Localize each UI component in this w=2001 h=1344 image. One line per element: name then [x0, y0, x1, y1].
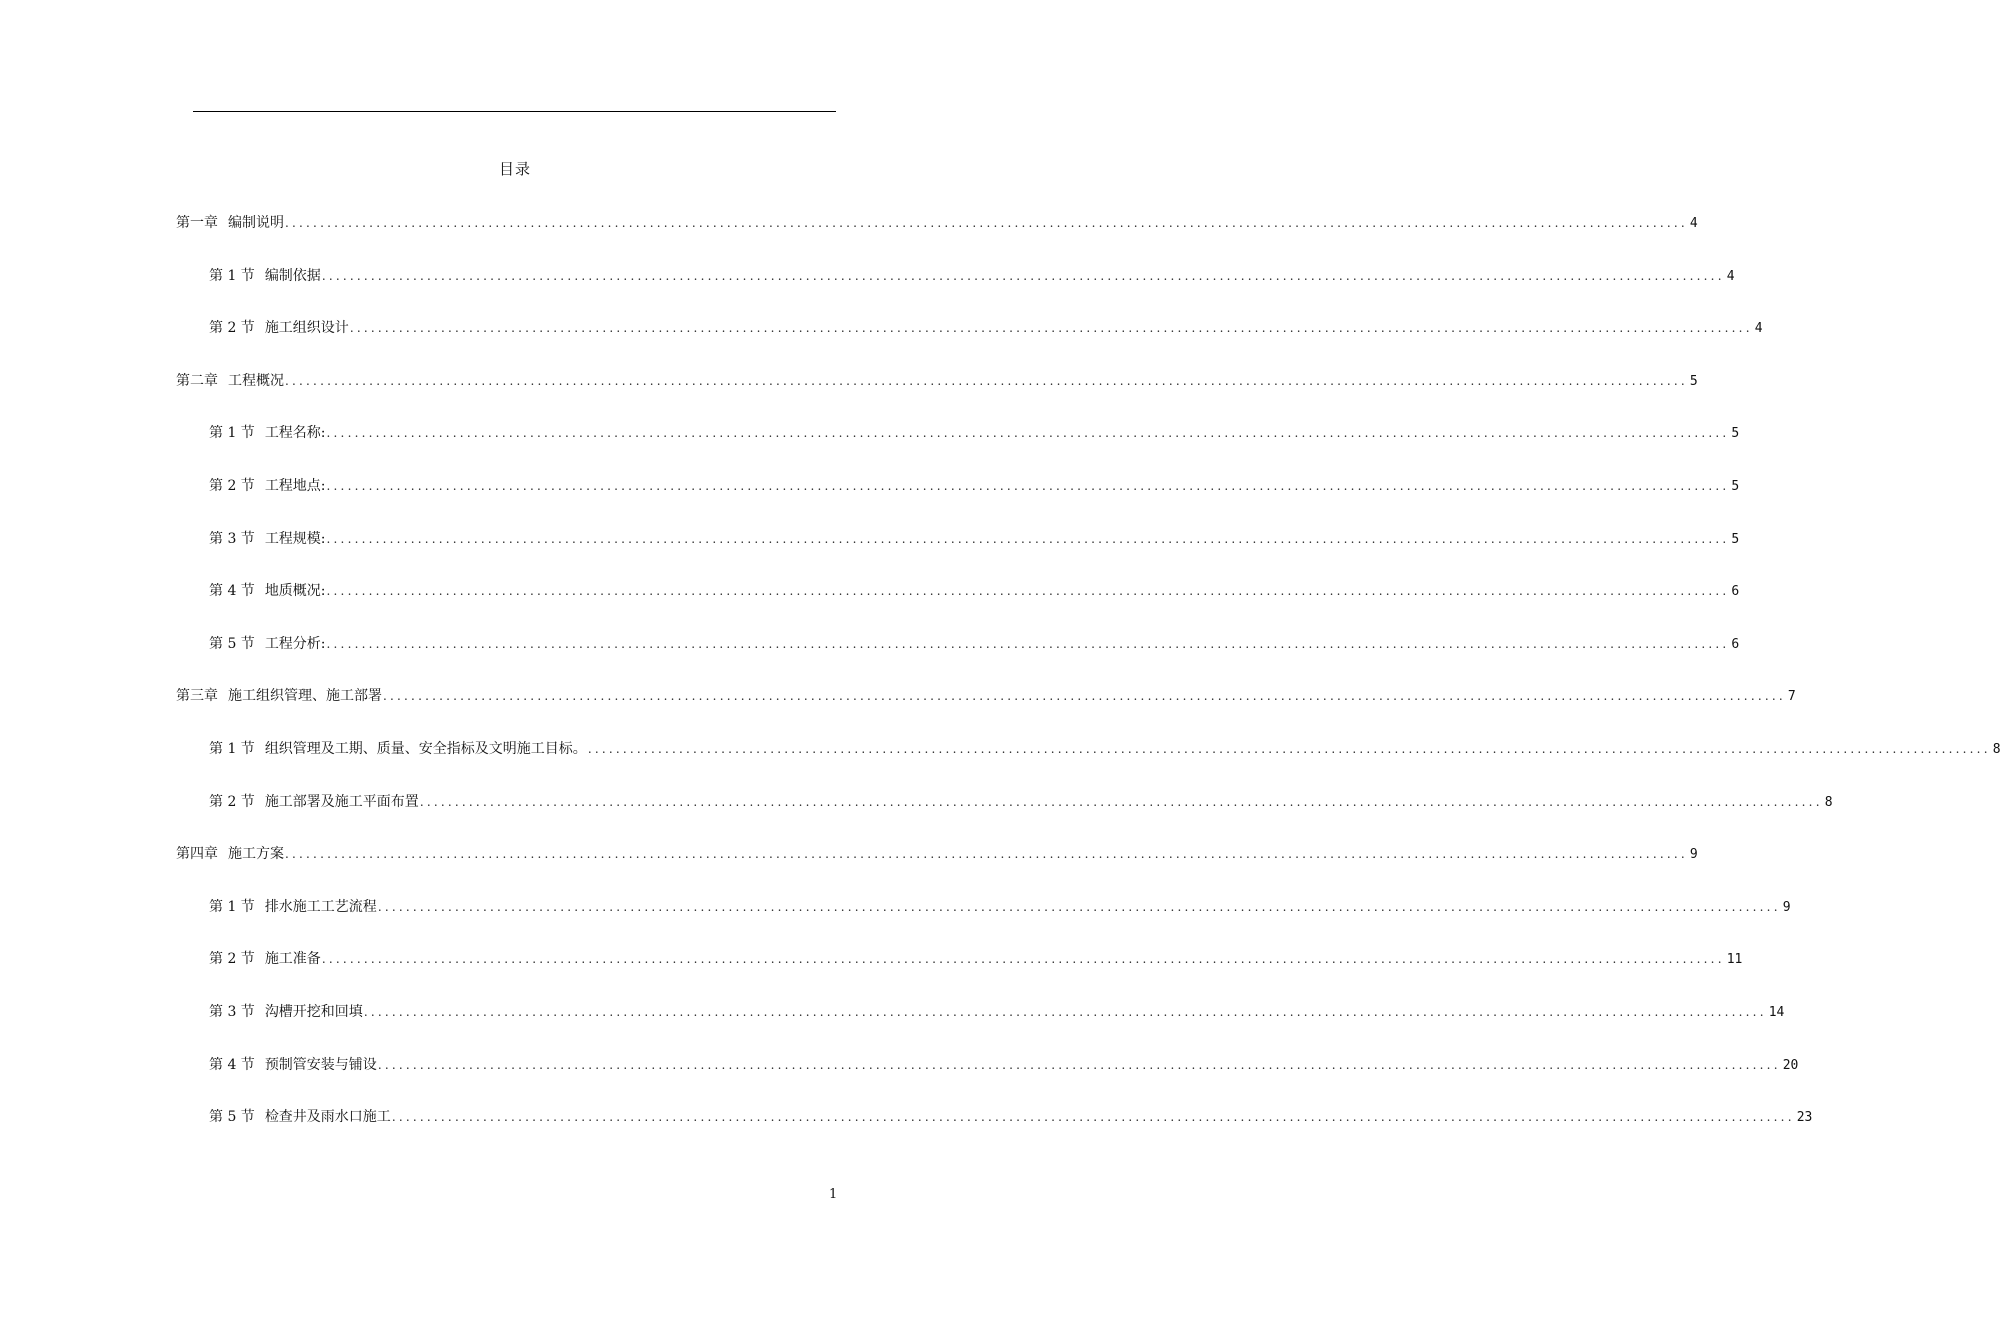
toc-entry-title: 工程规模: [264, 530, 326, 547]
toc-entry-number: 第 2 节 [209, 951, 255, 968]
toc-entry-number: 第 3 节 [209, 530, 255, 547]
toc-entry-title: 检查井及雨水口施工 [264, 1109, 391, 1126]
toc-dot-leader: ........................................................................................................................................................................................................ [326, 584, 1730, 599]
toc-entry-page: 8 [1992, 742, 2001, 757]
toc-dot-leader: ........................................................................................................................................................................................................ [285, 847, 1688, 862]
toc-entry-number: 第 2 节 [209, 320, 255, 337]
toc-section-entry[interactable] [209, 1107, 1813, 1127]
toc-entry-page: 23 [1796, 1110, 1813, 1126]
toc-entry-page: 5 [1689, 373, 1698, 389]
toc-entry-title: 组织管理及工期、质量、安全指标及文明施工目标。 [264, 741, 587, 757]
toc-entry-page: 7 [1787, 689, 1796, 705]
toc-entry-number: 第 5 节 [209, 1109, 255, 1126]
toc-section-entry[interactable] [209, 634, 1740, 654]
toc-entry-page: 9 [1689, 847, 1698, 863]
toc-entry-page: 11 [1726, 952, 1743, 968]
toc-entry-title: 工程名称: [264, 425, 326, 442]
toc-entry-page: 20 [1782, 1057, 1799, 1073]
toc-entry-page: 8 [1824, 794, 1833, 810]
toc-dot-leader: ........................................................................................................................................................................................................ [383, 689, 1786, 704]
toc-entry-page: 5 [1731, 531, 1740, 547]
toc-entry-title: 施工方案 [228, 846, 284, 863]
toc-entry-title: 编制依据 [264, 267, 321, 284]
toc-entry-number: 第二章 [176, 372, 218, 389]
toc-entry-page: 9 [1782, 899, 1791, 915]
toc-dot-leader: ........................................................................................................................................................................................................ [363, 1005, 1767, 1019]
toc-dot-leader: ........................................................................................................................................................................................................ [285, 216, 1688, 230]
toc-entry-page: 5 [1731, 479, 1740, 494]
toc-entry-number: 第 4 节 [209, 1056, 255, 1073]
toc-dot-leader: ........................................................................................................................................................................................................ [321, 268, 1725, 283]
toc-entry-number: 第 1 节 [209, 741, 255, 757]
toc-entry-number: 第 1 节 [209, 898, 255, 915]
toc-dot-leader: ........................................................................................................................................................................................................ [349, 321, 1753, 336]
toc-entry-page: 6 [1731, 584, 1740, 600]
toc-entry-number: 第三章 [176, 688, 218, 705]
toc-dot-leader: ........................................................................................................................................................................................................ [326, 531, 1730, 546]
toc-section-entry[interactable] [209, 1002, 1785, 1022]
toc-entry-title: 编制说明 [228, 215, 284, 231]
toc-chapter-entry[interactable] [176, 844, 1698, 864]
toc-entry-number: 第四章 [176, 846, 218, 863]
page-number: 1 [829, 1187, 838, 1202]
toc-entry-number: 第 2 节 [209, 478, 255, 494]
toc-entry-title: 工程概况 [228, 372, 284, 389]
toc-entry-page: 4 [1689, 216, 1698, 231]
toc-dot-leader: ........................................................................................................................................................................................................ [321, 952, 1725, 967]
toc-dot-leader: ........................................................................................................................................................................................................ [285, 373, 1688, 388]
toc-section-entry[interactable] [209, 529, 1740, 549]
toc-entry-number: 第 4 节 [209, 583, 255, 600]
toc-entry-number: 第一章 [176, 215, 218, 231]
toc-entry-title: 预制管安装与铺设 [264, 1056, 377, 1073]
toc-section-entry[interactable] [209, 581, 1740, 601]
toc-dot-leader: ........................................................................................................................................................................................................ [326, 426, 1730, 441]
toc-chapter-entry[interactable] [176, 371, 1698, 391]
toc-section-entry[interactable] [209, 1055, 1799, 1075]
toc-entry-title: 施工组织设计 [264, 320, 349, 337]
toc-section-entry[interactable] [209, 792, 1833, 812]
toc-entry-page: 6 [1731, 636, 1740, 652]
toc-entry-title: 施工准备 [264, 951, 321, 968]
toc-entry-page: 4 [1726, 268, 1735, 284]
toc-entry-title: 工程分析: [264, 635, 326, 652]
toc-chapter-entry[interactable] [176, 213, 1698, 233]
toc-chapter-entry[interactable] [176, 686, 1796, 706]
toc-entry-title: 地质概况: [264, 583, 326, 600]
toc-entry-page: 14 [1768, 1005, 1785, 1020]
toc-entry-number: 第 3 节 [209, 1004, 255, 1020]
toc-section-entry[interactable] [209, 476, 1740, 496]
toc-dot-leader: ........................................................................................................................................................................................................ [391, 1110, 1795, 1125]
toc-section-entry[interactable] [209, 949, 1743, 969]
toc-dot-leader: ........................................................................................................................................................................................................ [326, 479, 1730, 493]
toc-dot-leader: ........................................................................................................................................................................................................ [326, 636, 1730, 651]
toc-entry-number: 第 2 节 [209, 793, 255, 810]
toc-dot-leader: ........................................................................................................................................................................................................ [587, 742, 1991, 756]
toc-entry-title: 施工组织管理、施工部署 [228, 688, 382, 705]
toc-dot-leader: ........................................................................................................................................................................................................ [377, 1057, 1781, 1072]
toc-section-entry[interactable] [209, 318, 1763, 338]
toc-entry-number: 第 5 节 [209, 635, 255, 652]
toc-title: 目录 [498, 160, 531, 178]
toc-section-entry[interactable] [209, 897, 1791, 917]
toc-entry-page: 4 [1754, 321, 1763, 337]
toc-entry-title: 排水施工工艺流程 [264, 898, 377, 915]
toc-entry-number: 第 1 节 [209, 267, 255, 284]
toc-section-entry[interactable] [209, 266, 1735, 286]
toc-entry-title: 施工部署及施工平面布置 [264, 793, 419, 810]
toc-dot-leader: ........................................................................................................................................................................................................ [377, 899, 1781, 914]
toc-dot-leader: ........................................................................................................................................................................................................ [419, 794, 1823, 809]
toc-entry-number: 第 1 节 [209, 425, 255, 442]
toc-entry-title: 工程地点: [264, 478, 326, 494]
toc-section-entry[interactable] [209, 423, 1740, 443]
toc-section-entry[interactable] [209, 739, 2001, 759]
toc-entry-title: 沟槽开挖和回填 [264, 1004, 363, 1020]
toc-entry-page: 5 [1731, 426, 1740, 442]
